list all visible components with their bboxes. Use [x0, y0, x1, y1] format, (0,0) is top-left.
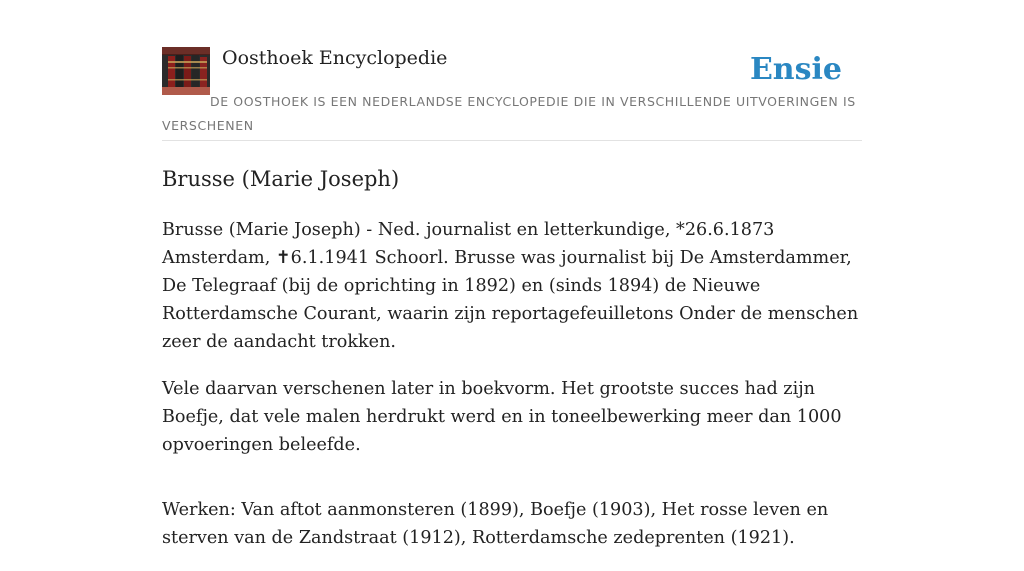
article-body	[162, 216, 867, 571]
ensie-brand-link[interactable]: Ensie	[749, 52, 842, 87]
site-name[interactable]: Oosthoek Encyclopedie	[222, 47, 448, 69]
article-works-paragraph: Werken: Van aftot aanmonsteren (1899), Boefje (1903), Het rosse leven en sterven van de Zandstraat (1912), Rotterdamsche zedeprenten (1921).	[162, 500, 829, 548]
site-header	[162, 46, 862, 141]
site-logo-avatar[interactable]	[162, 47, 210, 95]
article-title: Brusse (Marie Joseph)	[162, 167, 400, 191]
article-paragraph: Vele daarvan verschenen later in boekvorm. Het grootste succes had zijn Boefje, dat vele malen herdrukt werd en in toneelbewerking meer dan 1000 opvoeringen beleefde.	[162, 379, 842, 455]
article-paragraph: Brusse (Marie Joseph) - Ned. journalist en letterkundige, *26.6.1873 Amsterdam, ✝6.1.1941 Schoorl. Brusse was journalist bij De Amsterdammer, De Telegraaf (bij de oprichting in 1892) en (sinds 1894) de Nieuwe Rotterdamsche Courant, waarin zijn reportagefeuilletons Onder de menschen zeer de aandacht trokken.	[162, 220, 859, 352]
site-tagline: DE OOSTHOEK IS EEN NEDERLANDSE ENCYCLOPEDIE DIE IN VERSCHILLENDE UITVOERINGEN IS VERSCHENEN	[162, 94, 856, 133]
encyclopedia-books-icon	[162, 47, 210, 95]
